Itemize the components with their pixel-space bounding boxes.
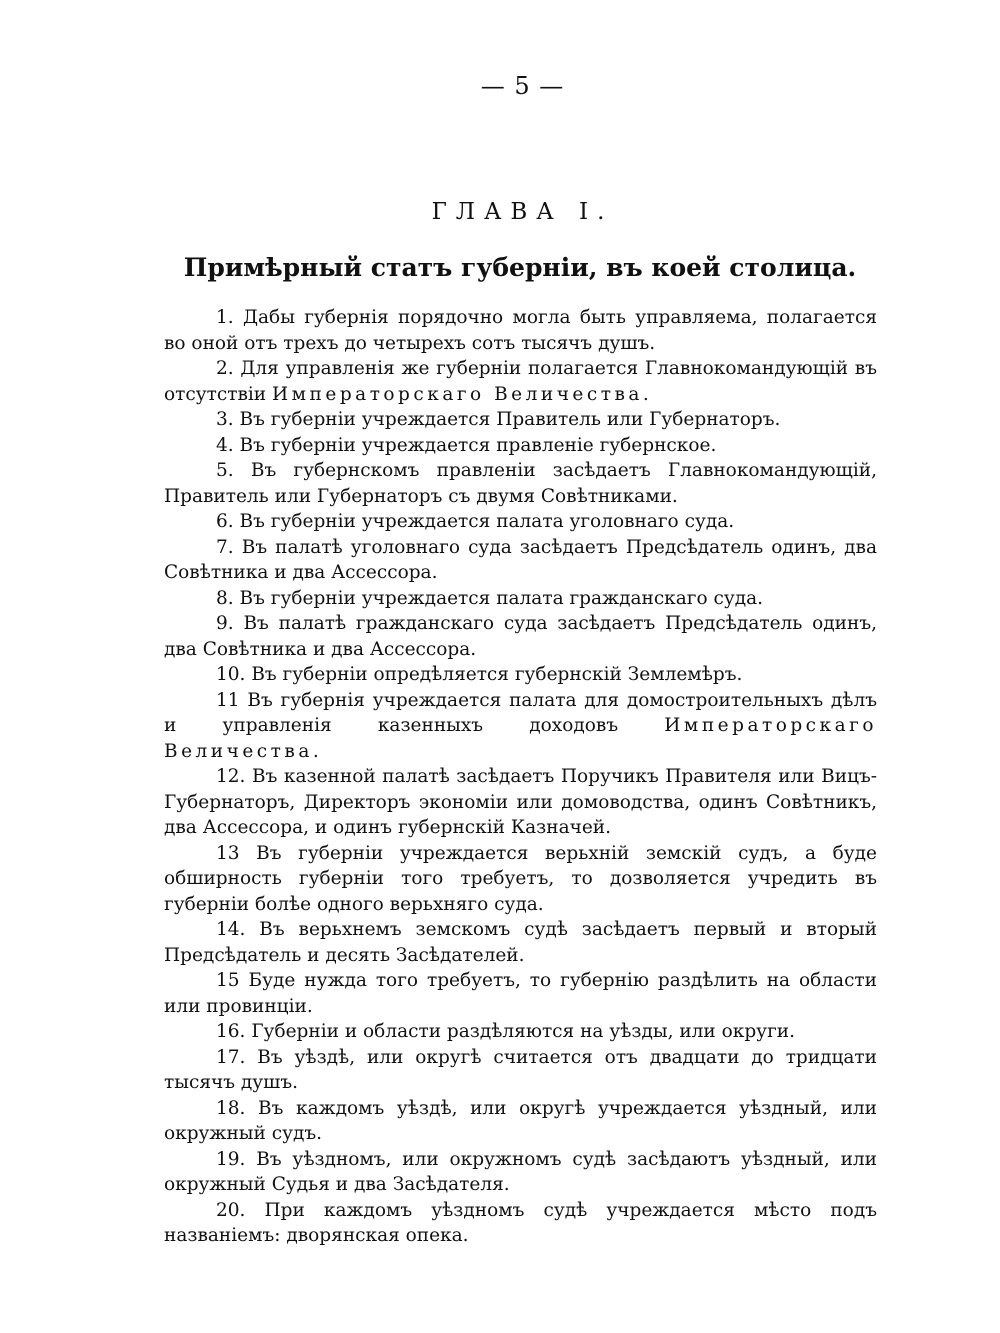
paragraph-number: 3. [216, 409, 234, 430]
paragraph-number: 6. [216, 511, 234, 532]
article-body [164, 305, 877, 1249]
paragraph-6 [164, 509, 877, 535]
paragraph-text: Въ губерніи учреждается правленіе губернское. [239, 434, 717, 456]
paragraph-number: 2. [216, 358, 234, 379]
paragraph-number: 10. [216, 664, 246, 685]
paragraph-18 [164, 1096, 877, 1147]
paragraph-text: Въ уѣздѣ, или округѣ считается отъ двадцати до тридцати тысячъ душъ. [164, 1046, 877, 1093]
paragraph-8 [164, 586, 877, 612]
paragraph-text: При каждомъ уѣздномъ судѣ учреждается мѣсто подъ названіемъ: дворянская опека. [164, 1199, 877, 1246]
paragraph-text: Дабы губернія порядочно могла быть управляема, полагается во оной отъ трехъ до четырехъ сотъ тысячъ душъ. [164, 307, 877, 354]
paragraph-text: Въ казенной палатѣ засѣдаетъ Поручикъ Правителя или Вицъ-Губернаторъ, Директоръ экономіи или домоводства, одинъ Совѣтникъ, два Ассессора, и одинъ губернскій Казначей. [164, 766, 877, 838]
paragraph-number: 17. [216, 1046, 246, 1068]
paragraph-number: 9. [216, 613, 234, 634]
paragraph-20 [164, 1198, 877, 1249]
paragraph-5 [164, 458, 877, 509]
spaced-title: Императорскаго Величества [164, 715, 877, 762]
paragraph-text: Въ губернскомъ правленіи засѣдаетъ Главнокомандующій, Правитель или Губернаторъ съ двумя Совѣтниками. [164, 460, 877, 507]
paragraph-number: 15 [216, 970, 240, 991]
paragraph-text: Въ губерніи учреждается верьхній земскій судъ, а буде обширность губерніи того требуетъ, то дозволяется учредить въ губерніи болѣе одного верьхняго суда. [164, 842, 877, 915]
paragraph-text: Въ губерніи учреждается Правитель или Губернаторъ. [239, 409, 781, 430]
paragraph-text: Въ губерніи учреждается палата гражданскаго суда. [239, 587, 764, 609]
paragraph-11 [164, 688, 877, 765]
paragraph-text: Буде нужда того требуетъ, то губернію раздѣлить на области или провинціи. [164, 970, 877, 1017]
paragraph-text: Въ уѣздномъ, или окружномъ судѣ засѣдаютъ уѣздный, или окружный Судья и два Засѣдателя. [164, 1148, 877, 1195]
paragraph-text: Въ каждомъ уѣздѣ, или округѣ учреждается уѣздный, или окружный судъ. [164, 1097, 877, 1144]
page-number: — 5 — [480, 72, 565, 100]
paragraph-text: Въ палатѣ гражданскаго суда засѣдаетъ Предсѣдатель одинъ, два Совѣтника и два Ассессора. [164, 613, 877, 660]
paragraph-15 [164, 968, 877, 1019]
paragraph-number: 19. [216, 1148, 246, 1170]
spaced-title: Императорскаго Величества [272, 383, 643, 405]
paragraph-text: Въ верьхнемъ земскомъ судѣ засѣдаетъ первый и вторый Предсѣдатель и десять Засѣдателей. [164, 919, 877, 966]
paragraph-1 [164, 305, 877, 356]
paragraph-13 [164, 841, 877, 918]
paragraph-text: Въ губернія учреждается палата для домостроительныхъ дѣлъ и управленія казенныхъ доходовъ [164, 689, 877, 736]
paragraph-3 [164, 407, 877, 433]
paragraph-text: Для управленія же губерніи полагается Главнокомандующій въ отсутствіи [164, 358, 877, 405]
paragraph-number: 11 [216, 689, 240, 711]
paragraph-number: 5. [216, 460, 234, 481]
paragraph-7 [164, 535, 877, 586]
paragraph-number: 14. [216, 919, 246, 940]
paragraph-number: 4. [216, 434, 234, 456]
paragraph-14 [164, 917, 877, 968]
paragraph-12 [164, 764, 877, 841]
section-title: Примѣрный статъ губерніи, въ коей столица. [183, 253, 857, 282]
paragraph-text: Въ губерніи учреждается палата уголовнаго суда. [239, 511, 735, 532]
paragraph-number: 7. [216, 536, 234, 558]
paragraph-2 [164, 356, 877, 407]
paragraph-10 [164, 662, 877, 688]
paragraph-number: 12. [216, 766, 246, 787]
paragraph-9 [164, 611, 877, 662]
paragraph-number: 20. [216, 1199, 246, 1221]
paragraph-number: 13 [216, 842, 240, 864]
paragraph-number: 8. [216, 587, 234, 609]
paragraph-number: 16. [216, 1021, 246, 1042]
paragraph-text: Въ губерніи опредѣляется губернскій Землемѣръ. [251, 664, 743, 685]
paragraph-16 [164, 1019, 877, 1045]
paragraph-number: 18. [216, 1097, 246, 1119]
paragraph-text: . [642, 383, 649, 405]
paragraph-4 [164, 433, 877, 459]
paragraph-17 [164, 1045, 877, 1096]
paragraph-text: Губерніи и области раздѣляются на уѣзды, или округи. [251, 1021, 795, 1042]
paragraph-text: Въ палатѣ уголовнаго суда засѣдаетъ Предсѣдатель одинъ, два Совѣтника и два Ассессора. [164, 536, 877, 583]
paragraph-number: 1. [216, 307, 234, 328]
chapter-heading: ГЛАВА I. [431, 199, 614, 225]
paragraph-19 [164, 1147, 877, 1198]
paragraph-text: . [312, 740, 319, 762]
